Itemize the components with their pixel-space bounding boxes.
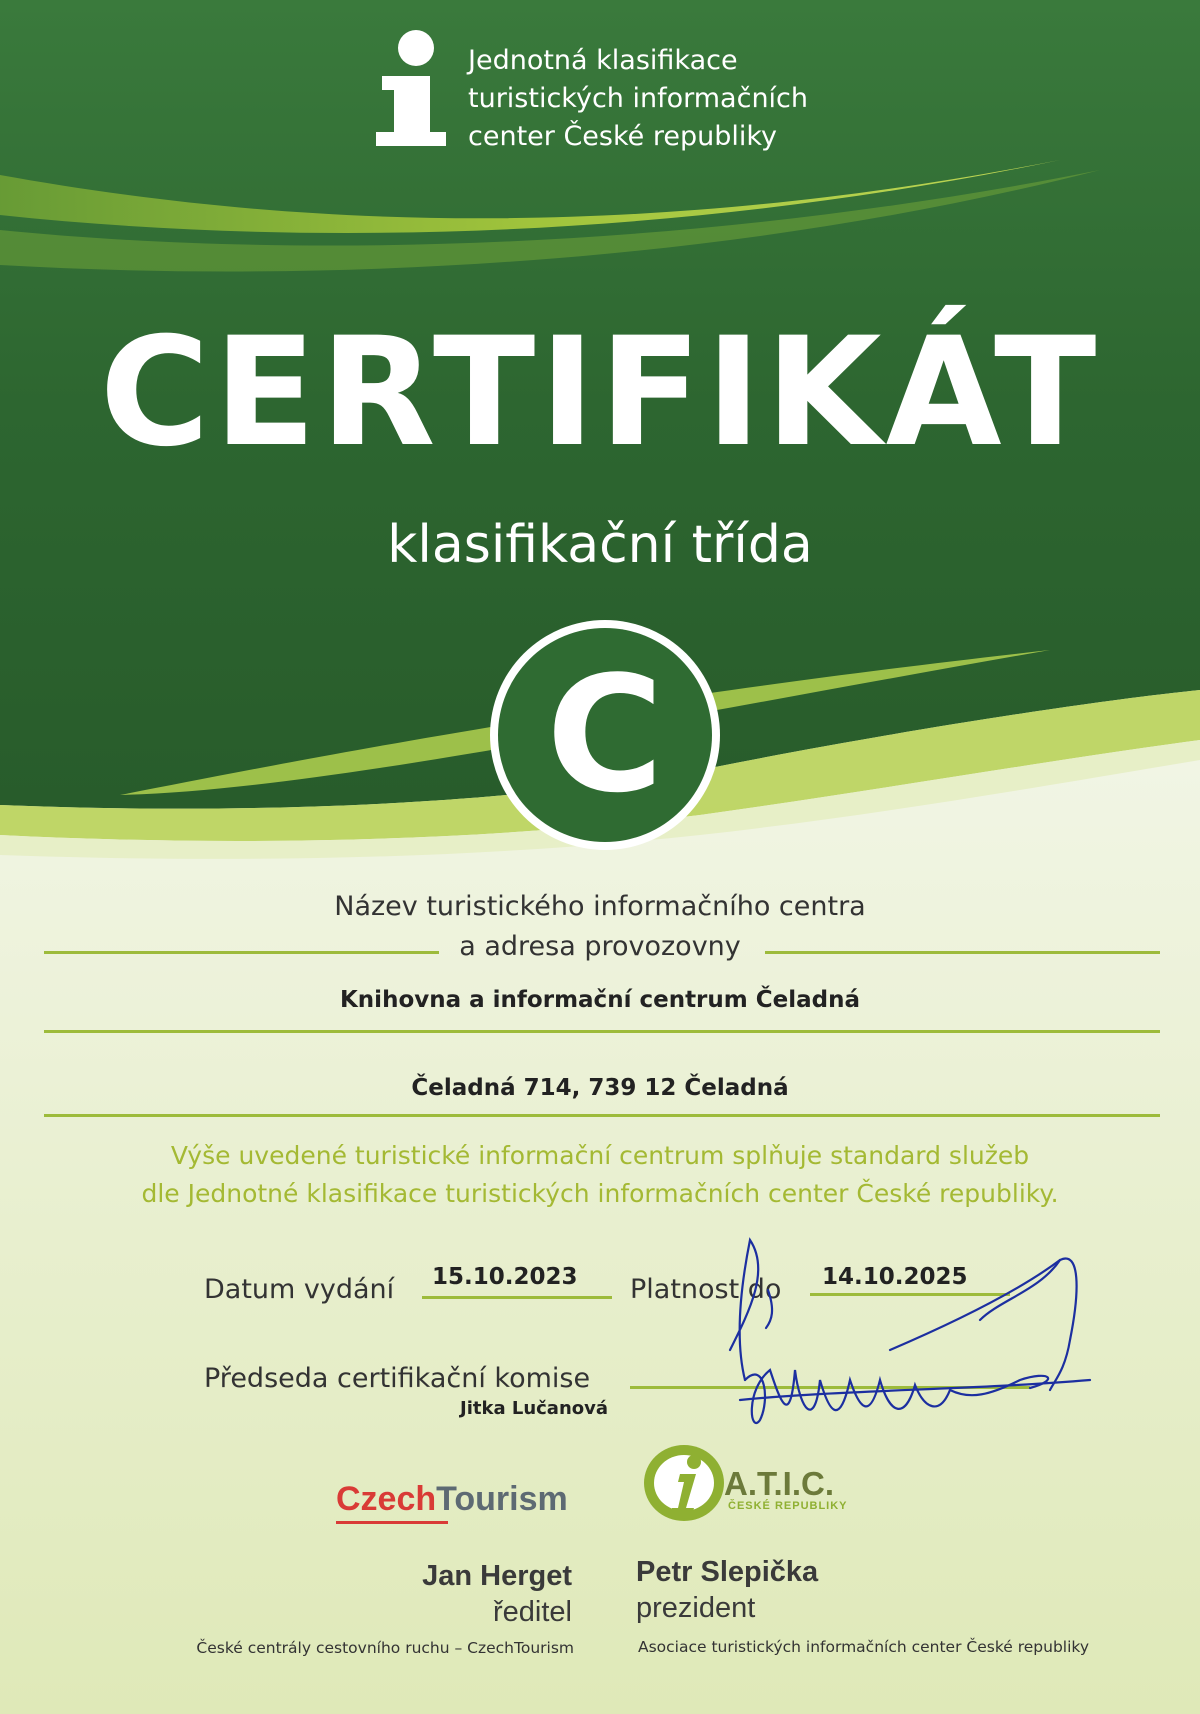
compliance-statement [0,1137,1200,1213]
header-organization-text [468,42,808,156]
certificate-title: CERTIFIKÁT [99,306,1101,480]
left-signatory-organization: České centrály cestovního ruchu – CzechTourism [196,1639,574,1657]
divider-line [44,1114,1160,1117]
statement-line-2: dle Jednotné klasifikace turistických informačních center České republiky. [141,1179,1059,1208]
czechtourism-logo-part2: Tourism [436,1480,568,1518]
committee-chair-name: Jitka Lučanová [460,1398,609,1419]
center-name-label: Název turistického informačního centra [334,891,866,922]
issue-date-value: 15.10.2023 [432,1264,578,1290]
header-line-1: Jednotná klasifikace [468,45,738,76]
center-address-label: a adresa provozovny [459,931,741,962]
class-badge [490,620,720,850]
left-signatory-name: Jan Herget [422,1560,572,1592]
issue-date-label: Datum vydání [204,1274,395,1305]
valid-until-value: 14.10.2025 [822,1264,968,1290]
header-line-3: center České republiky [468,121,778,152]
right-signatory-organization: Asociace turistických informačních center České republiky [638,1638,1089,1656]
atic-logo-icon [640,1438,730,1528]
info-i-logo [372,28,452,148]
center-name-value: Knihovna a informační centrum Čeladná [339,987,860,1013]
divider-line [44,1030,1160,1033]
atic-logo-text: A.T.I.C. [724,1465,835,1502]
czechtourism-logo [336,1480,568,1519]
czechtourism-logo-part1: Czech [336,1480,437,1518]
committee-chair-label: Předseda certifikační komise [204,1363,591,1394]
left-signatory-role: ředitel [493,1596,572,1628]
czechtourism-underline [336,1521,448,1524]
class-letter: C [498,628,712,842]
right-signatory-role: prezident [636,1592,756,1624]
statement-line-1: Výše uvedené turistické informační centrum splňuje standard služeb [170,1141,1030,1170]
center-address-value: Čeladná 714, 739 12 Čeladná [411,1075,789,1101]
issue-date-line [422,1296,612,1299]
handwritten-signature [720,1230,1100,1460]
atic-logo-subtext: ČESKÉ REPUBLIKY [728,1500,848,1512]
divider-line [44,951,439,954]
right-signatory-name: Petr Slepička [636,1556,819,1588]
divider-line [765,951,1160,954]
valid-until-label: Platnost do [630,1274,782,1305]
header-line-2: turistických informačních [468,83,809,114]
class-label: klasifikační třída [387,515,813,575]
